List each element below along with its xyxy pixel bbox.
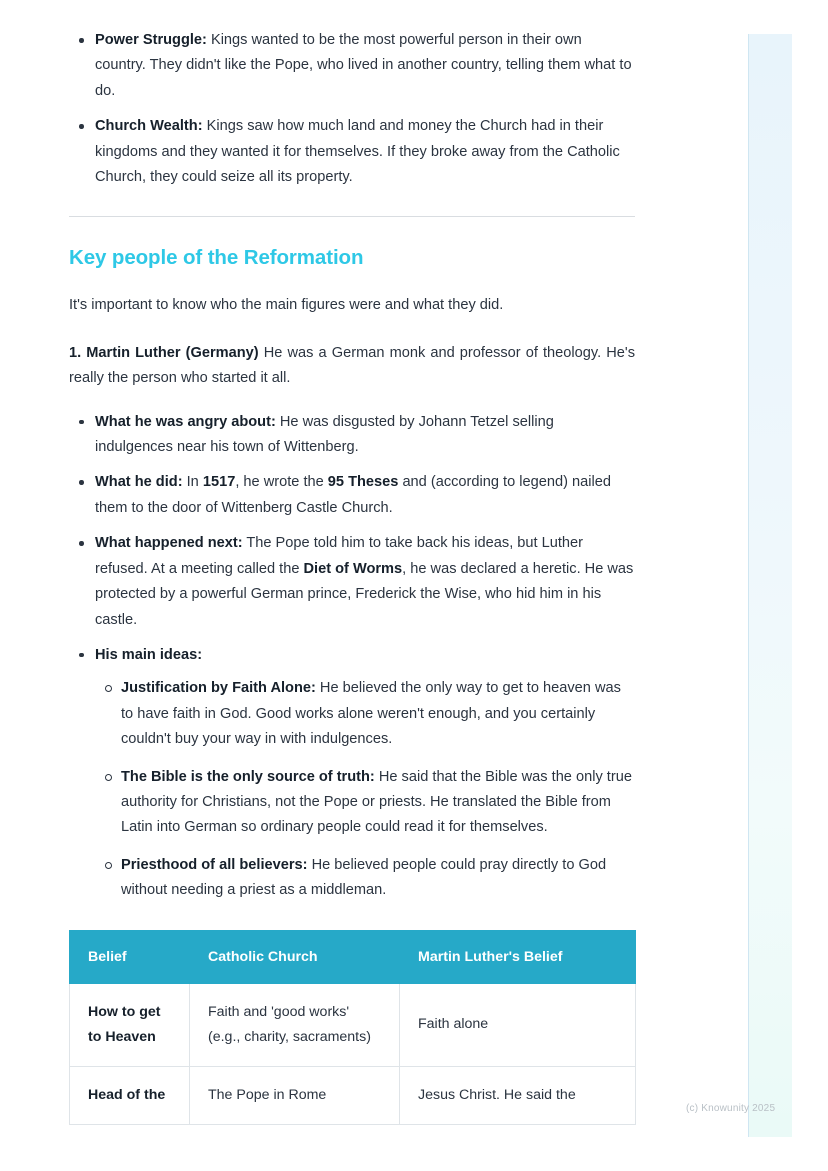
bullet-text: , he wrote the (235, 474, 328, 491)
cell-belief: How to get to Heaven (70, 983, 190, 1066)
comparison-table (69, 930, 636, 1125)
person-text: He was a German monk and professor of theology. He's really the person who started it all. (69, 344, 635, 387)
bullet-text: Kings wanted to be the most powerful person in their own country. They didn't like the Pope, who lived in another country, telling them what to do. (95, 32, 632, 99)
section-title: Key people of the Reformation (69, 246, 364, 270)
bullet-emphasis-diet: Diet of Worms (303, 560, 403, 577)
cell-luther: Jesus Christ. He said the (400, 1066, 636, 1124)
list-item (95, 410, 635, 461)
list-item (95, 114, 635, 190)
bullet-label: What he was angry about: (95, 413, 276, 430)
bullet-label: Power Struggle: (95, 32, 207, 48)
bullet-label: Church Wealth: (95, 118, 203, 135)
list-item (121, 765, 635, 841)
person-paragraph (69, 341, 635, 392)
list-item (121, 676, 635, 752)
subbullet-label: Priesthood of all believers: (121, 856, 308, 873)
bullet-label: What happened next: (95, 535, 243, 552)
bullet-text: and (according to legend) nailed them to the door of Wittenberg Castle Church. (95, 474, 611, 516)
subbullet-label: Justification by Faith Alone: (121, 680, 316, 697)
bullet-text: He was disgusted by Johann Tetzel selling indulgences near his town of Wittenberg. (95, 413, 554, 456)
top-bullet-list (69, 28, 635, 190)
copyright-watermark: (c) Knowunity 2025 (686, 1103, 776, 1114)
person-heading: 1. Martin Luther (Germany) (69, 344, 259, 361)
subbullet-text: He believed the only way to get to heaven was to have faith in God. Good works alone weren't enough, and you certainly couldn't buy your way in with indulgences. (121, 680, 621, 748)
main-ideas-list (95, 676, 635, 903)
subbullet-text: He said that the Bible was the only true authority for Christians, not the Pope or priests. He translated the Bible from Latin into German so ordinary people could read it for themselves. (121, 768, 632, 836)
bullet-label: His main ideas: (95, 646, 203, 663)
bullet-text: The Pope told him to take back his ideas, but Luther refused. At a meeting called the (95, 535, 584, 577)
luther-bullet-list (69, 410, 635, 904)
cell-belief: Head of the (70, 1066, 190, 1124)
subbullet-label: The Bible is the only source of truth: (121, 768, 375, 785)
bullet-emphasis-year: 1517 (202, 474, 236, 491)
column-header-luther-belief: Martin Luther's Belief (400, 930, 636, 983)
cell-catholic: The Pope in Rome (190, 1066, 400, 1124)
cell-catholic: Faith and 'good works' (e.g., charity, sacraments) (190, 983, 400, 1066)
subbullet-text: He believed people could pray directly to God without needing a priest as a middleman. (121, 856, 607, 899)
list-item (121, 853, 635, 904)
section-intro: It's important to know who the main figures were and what they did. (69, 297, 504, 314)
list-item (95, 643, 635, 904)
list-item (95, 28, 635, 104)
cell-luther: Faith alone (400, 983, 636, 1066)
bullet-label: What he did: (95, 474, 183, 491)
decorative-side-strip (748, 34, 792, 1137)
table-row (70, 1066, 636, 1124)
column-header-catholic-church: Catholic Church (190, 930, 400, 983)
column-header-belief: Belief (70, 930, 190, 983)
list-item (95, 531, 635, 633)
bullet-text: Kings saw how much land and money the Church had in their kingdoms and they wanted it for themselves. If they broke away from the Catholic Church, they could seize all its property. (95, 118, 620, 186)
section-divider (69, 216, 635, 217)
table-row (70, 983, 636, 1066)
document-content (69, 28, 635, 1125)
list-item (95, 470, 635, 521)
bullet-text: In (182, 474, 203, 491)
table-header-row (70, 930, 636, 983)
bullet-emphasis-theses: 95 Theses (327, 474, 399, 491)
decorative-side-divider (748, 34, 749, 1137)
bullet-text: , he was declared a heretic. He was protected by a powerful German prince, Frederick the Wise, who hid him in his castle. (95, 560, 634, 628)
